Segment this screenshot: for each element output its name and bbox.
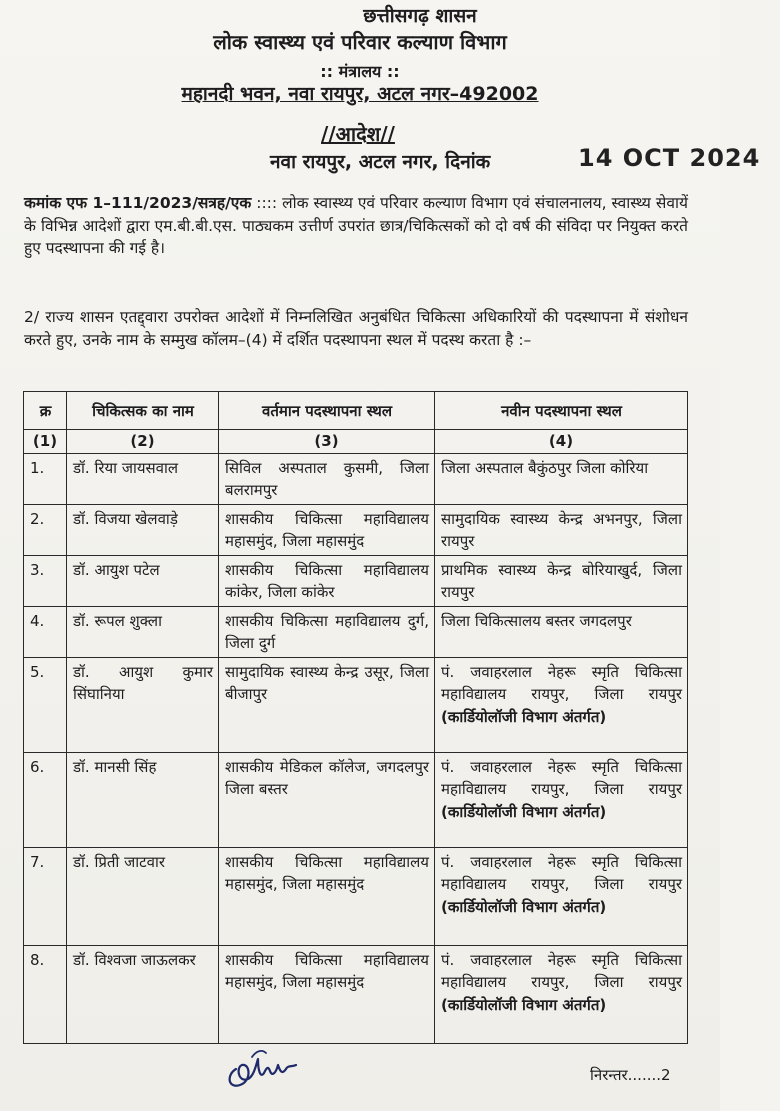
doctor-name: डॉ. विश्वजा जाऊलकर: [67, 945, 219, 1043]
table-row: [24, 504, 688, 555]
serial-number: 5.: [24, 657, 67, 752]
new-posting-text: पं. जवाहरलाल नेहरू स्मृति चिकित्सा महाविद्यालय रायपुर, जिला रायपुर: [441, 852, 682, 893]
current-posting: शासकीय चिकित्सा महाविद्यालय दुर्ग, जिला दुर्ग: [219, 606, 435, 657]
office-address: महानदी भवन, नवा रायपुर, अटल नगर–492002: [181, 83, 539, 105]
table-row: [24, 945, 688, 1043]
current-posting: शासकीय चिकित्सा महाविद्यालय कांकेर, जिला कांकेर: [219, 555, 435, 606]
order-reference-number: कमांक एफ 1–111/2023/सत्रह/एक: [24, 194, 252, 212]
new-posting-text: प्राथमिक स्वास्थ्य केन्द्र बोरियाखुर्द, जिला रायपुर: [441, 560, 682, 601]
column-number: (4): [435, 430, 688, 454]
current-posting: शासकीय चिकित्सा महाविद्यालय महासमुंद, जिला महासमुंद: [219, 847, 435, 945]
serial-number: 7.: [24, 847, 67, 945]
serial-number: 3.: [24, 555, 67, 606]
signature-icon: [222, 1035, 302, 1095]
new-posting: [435, 945, 688, 1043]
new-posting-text: पं. जवाहरलाल नेहरू स्मृति चिकित्सा महाविद्यालय रायपुर, जिला रायपुर: [441, 662, 682, 703]
table-row: [24, 606, 688, 657]
column-number: (3): [219, 430, 435, 454]
table-row: [24, 847, 688, 945]
doctor-name: डॉ. विजया खेलवाड़े: [67, 504, 219, 555]
date-stamp: 14 OCT 2024: [578, 144, 761, 172]
continued-page-indicator: निरन्तर.......2: [590, 1066, 671, 1084]
column-header-new-posting: नवीन पदस्थापना स्थल: [435, 392, 688, 430]
table-row: [24, 555, 688, 606]
current-posting: सामुदायिक स्वास्थ्य केन्द्र उसूर, जिला बीजापुर: [219, 657, 435, 752]
doctor-name: डॉ. रिया जायसवाल: [67, 453, 219, 504]
new-posting-dept: (कार्डियोलॉजी विभाग अंतर्गत): [441, 995, 607, 1014]
current-posting: सिविल अस्पताल कुसमी, जिला बलरामपुर: [219, 453, 435, 504]
table-row: [24, 752, 688, 847]
column-number: (2): [67, 430, 219, 454]
serial-number: 1.: [24, 453, 67, 504]
column-header-doctor-name: चिकित्सक का नाम: [67, 392, 219, 430]
new-posting: [435, 847, 688, 945]
column-header-current-posting: वर्तमान पदस्थापना स्थल: [219, 392, 435, 430]
current-posting: शासकीय चिकित्सा महाविद्यालय महासमुंद, जिला महासमुंद: [219, 945, 435, 1043]
column-number: (1): [24, 430, 67, 454]
new-posting: [435, 453, 688, 504]
new-posting-dept: (कार्डियोलॉजी विभाग अंतर्गत): [441, 707, 607, 726]
doctor-name: डॉ. आयुश पटेल: [67, 555, 219, 606]
new-posting-dept: (कार्डियोलॉजी विभाग अंतर्गत): [441, 897, 607, 916]
department-name: लोक स्वास्थ्य एवं परिवार कल्याण विभाग: [213, 30, 507, 54]
new-posting: [435, 555, 688, 606]
new-posting-text: जिला चिकित्सालय बस्तर जगदलपुर: [441, 611, 632, 630]
serial-number: 2.: [24, 504, 67, 555]
new-posting-text: जिला अस्पताल बैकुंठपुर जिला कोरिया: [441, 458, 649, 477]
order-reference-paragraph: [24, 192, 688, 260]
doctor-name: डॉ. प्रिती जाटवार: [67, 847, 219, 945]
new-posting: [435, 752, 688, 847]
serial-number: 8.: [24, 945, 67, 1043]
table-column-number-row: [24, 430, 688, 454]
ministry-label: :: मंत्रालय ::: [320, 62, 400, 81]
doctor-name: डॉ. मानसी सिंह: [67, 752, 219, 847]
table-row: [24, 453, 688, 504]
column-header-serial: क्र: [24, 392, 67, 430]
order-title: //आदेश//: [321, 122, 395, 146]
posting-table: [23, 391, 688, 1044]
table-row: [24, 657, 688, 752]
new-posting: [435, 657, 688, 752]
new-posting-text: पं. जवाहरलाल नेहरू स्मृति चिकित्सा महाविद्यालय रायपुर, जिला रायपुर: [441, 950, 682, 991]
order-body-paragraph: 2/ राज्य शासन एतद्द्वारा उपरोक्त आदेशों में निम्नलिखित अनुबंधित चिकित्सा अधिकारियों की पदस्थापना में संशोधन करते हुए, उनके नाम के सम्मुख कॉलम–(4) में दर्शित पदस्थापना स्थल में पदस्थ करता है :–: [24, 308, 688, 349]
doctor-name: डॉ. रूपल शुक्ला: [67, 606, 219, 657]
new-posting-text: पं. जवाहरलाल नेहरू स्मृति चिकित्सा महाविद्यालय रायपुर, जिला रायपुर: [441, 757, 682, 798]
place-date-label: नवा रायपुर, अटल नगर, दिनांक: [270, 151, 491, 173]
new-posting-text: सामुदायिक स्वास्थ्य केन्द्र अभनपुर, जिला रायपुर: [441, 509, 682, 550]
order-reference-body: :::: लोक स्वास्थ्य एवं परिवार कल्याण विभाग एवं संचालनालय, स्वास्थ्य सेवायें के विभिन्न आदेशों द्वारा एम.बी.बी.एस. पाठ्यकम उत्तीर्ण उपरांत छात्र/चिकित्सकों को दो वर्ष की संविदा पर नियुक्त करते हुए पदस्थापना की गई है।: [24, 194, 688, 257]
current-posting: शासकीय मेडिकल कॉलेज, जगदलपुर जिला बस्तर: [219, 752, 435, 847]
serial-number: 6.: [24, 752, 67, 847]
table-header-row: [24, 392, 688, 430]
new-posting: [435, 504, 688, 555]
serial-number: 4.: [24, 606, 67, 657]
current-posting: शासकीय चिकित्सा महाविद्यालय महासमुंद, जिला महासमुंद: [219, 504, 435, 555]
doctor-name: डॉ. आयुश कुमार सिंघानिया: [67, 657, 219, 752]
new-posting-dept: (कार्डियोलॉजी विभाग अंतर्गत): [441, 802, 607, 821]
government-name: छत्तीसगढ़ शासन: [363, 5, 477, 27]
new-posting: [435, 606, 688, 657]
